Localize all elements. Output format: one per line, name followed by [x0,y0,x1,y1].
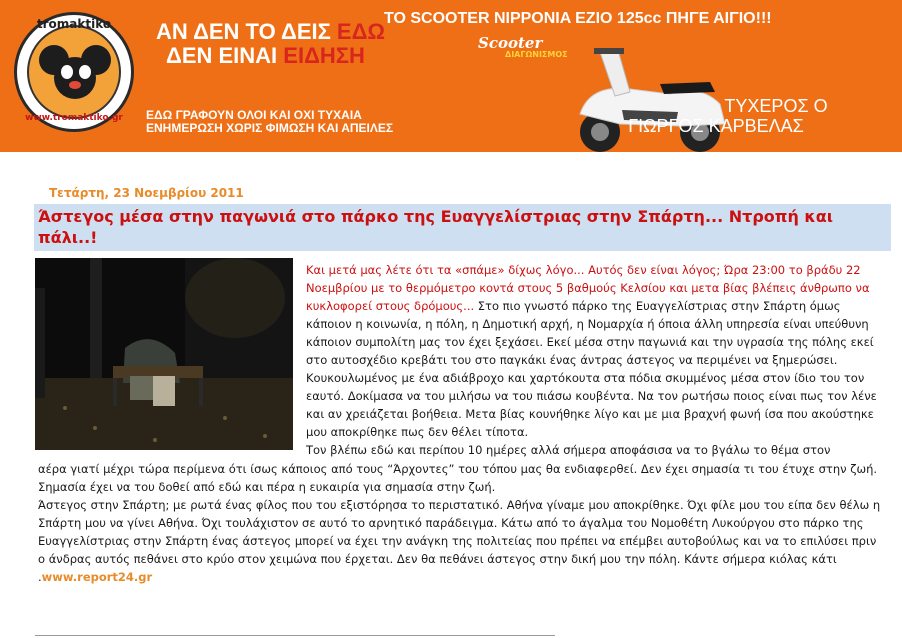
post-body-continued [38,460,882,586]
paragraph-2-end: αέρα γιατί μέχρι τώρα περίμενα ότι ίσως κάποιος από τους “Άρχοντες” του τόπου μας θα ενδιαφερθεί. Δεν έχει σημασία τι του έτυχε στην ζωή. Σημασία έχει να του δοθεί από εδώ και πέρα η ευκαιρία για σημασία στην ζωή. [38,462,878,494]
mouse-nose-icon [69,81,81,89]
paragraph-3: Άστεγος στην Σπάρτη; με ρωτά ένας φίλος που του εξιστόρησα το περιστατικό. Αθήνα γίναμε μου αποκρίθηκε. Όχι φίλε μου του είπα δεν θέλω η Σπάρτη μου να γίνει Αθήνα. Όχι τουλάχιστον σε αυτό το αρνητικό παράδειγμα. Κάτω από το άγαλμα του Νομοθέτη Λυκούργου στο πάρκο της Ευαγγελίστριας στην Σπάρτη ένας άστεγος μπορεί να έχει την ανάγκη της πολιτείας που πρέπει να επέμβει αυτοβούλως και να το επιλύσει πριν ο άνδρας αυτός πεθάνει στο κρύο στον χειμώνα που έρχεται. Δεν θα πεθάνει άστεγος στην δική μου την πόλη. Κάντε σήμερα κιόλας κάτι [38,498,881,566]
source-prefix: . [38,570,42,584]
post-title[interactable]: Άστεγος μέσα στην παγωνιά στο πάρκο της Ευαγγελίστριας στην Σπάρτη... Ντροπή και πάλι..! [34,204,891,251]
winner-line-1: ΤΥΧΕΡΟΣ Ο [724,96,828,116]
paragraph-2-start: Τον βλέπω εδώ και περίπου 10 ημέρες αλλά σήμερα αποφάσισα να το βγάλω το θέμα στον [306,443,831,457]
slogan-line-2-white: ΔΕΝ ΕΙΝΑΙ [166,43,284,68]
intro-text: Στο πιο γνωστό πάρκο της Ευαγγελίστριας στην Σπάρτη όμως κάποιον η κοινωνία, η πόλη, η Δημοτική αρχή, η Νομαρχία ή όποια άλλη υπηρεσία είναι υπεύθυνη κάποιον συμπολίτη μας τον έχει ξεχάσει. Εκεί μέσα στην παγωνιά και την υγρασία της πόλης εκεί στο αυτοσχέδιο κρεβάτι του στο παγκάκι ένας άντρας άστεγος να περιμένει να ξημερώσει. Κουκουλωμένος με ένα αδιάβροχο και χαρτόκουτα στα πόδια σκυμμένος μέσα στον ίδιο του τον εαυτό. Δοκίμασα να του μιλήσω να του πιάσω κουβέντα. Να τον ρωτήσω ποιος είναι πως τον λένε και αν χρειάζεται βοήθεια. Μετα βίας κουνήθηκε λίγο και με μια βραχνή φωνή ίσα που ακούστηκε μου αποκρίθηκε πως δεν θέλει τίποτα. [306,299,877,439]
scooter-contest-subtitle: ΔΙΑΓΩΝΙΣΜΟΣ [505,50,568,59]
slogan-line-1-white: ΑΝ ΔΕΝ ΤΟ ΔΕΙΣ [156,19,337,44]
mouse-face-icon [54,57,96,99]
intro-highlight: Και μετά μας λέτε ότι τα «σπάμε» δίχως λόγο... Αυτός δεν είναι λόγος; Ώρα 23:00 το βράδυ 22 Νοεμβρίου με το θερμόμετρο κοντά στους 5 βαθμούς Κελσίου και μετα βίας βλέπεις άνθρωπο να κυκλοφορεί στους δρόμους... [306,263,870,313]
winner-line-2: ΓΙΩΡΓΟΣ ΚΑΡΒΕΛΑΣ [628,116,804,136]
tagline-2: ΕΝΗΜΕΡΩΣΗ ΧΩΡΙΣ ΦΙΜΩΣΗ ΚΑΙ ΑΠΕΙΛΕΣ [146,121,394,135]
divider [35,635,555,636]
source-line [38,568,882,586]
slogan-line-2 [166,44,365,68]
tagline-1: ΕΔΩ ΓΡΑΦΟΥΝ ΟΛΟΙ ΚΑΙ ΟΧΙ ΤΥΧΑΙΑ [146,108,362,122]
scooter-contest-logo: Scooter [478,34,543,52]
logo-url: www.tromaktiko.gr [25,113,123,123]
mouse-eye-left-icon [61,65,73,79]
tromaktiko-logo[interactable] [14,12,134,132]
slogan-line-2-red: ΕΙΔΗΣΗ [283,43,365,68]
promo-headline[interactable]: ΤΟ SCOOTER NIPPONIA EZIO 125cc ΠΗΓΕ ΑΙΓΙΟ!!! [384,10,772,27]
logo-text: tromaktiko [36,17,112,31]
slogan-line-1 [156,20,385,44]
mouse-eye-right-icon [79,65,91,79]
homeless-park-photo[interactable] [35,258,293,450]
post-date: Τετάρτη, 23 Νοεμβρίου 2011 [49,186,244,200]
source-link[interactable]: www.report24.gr [41,570,153,584]
slogan-line-1-red: ΕΔΩ [336,19,386,44]
post-body-intro [306,261,882,459]
header-banner[interactable] [0,0,902,152]
